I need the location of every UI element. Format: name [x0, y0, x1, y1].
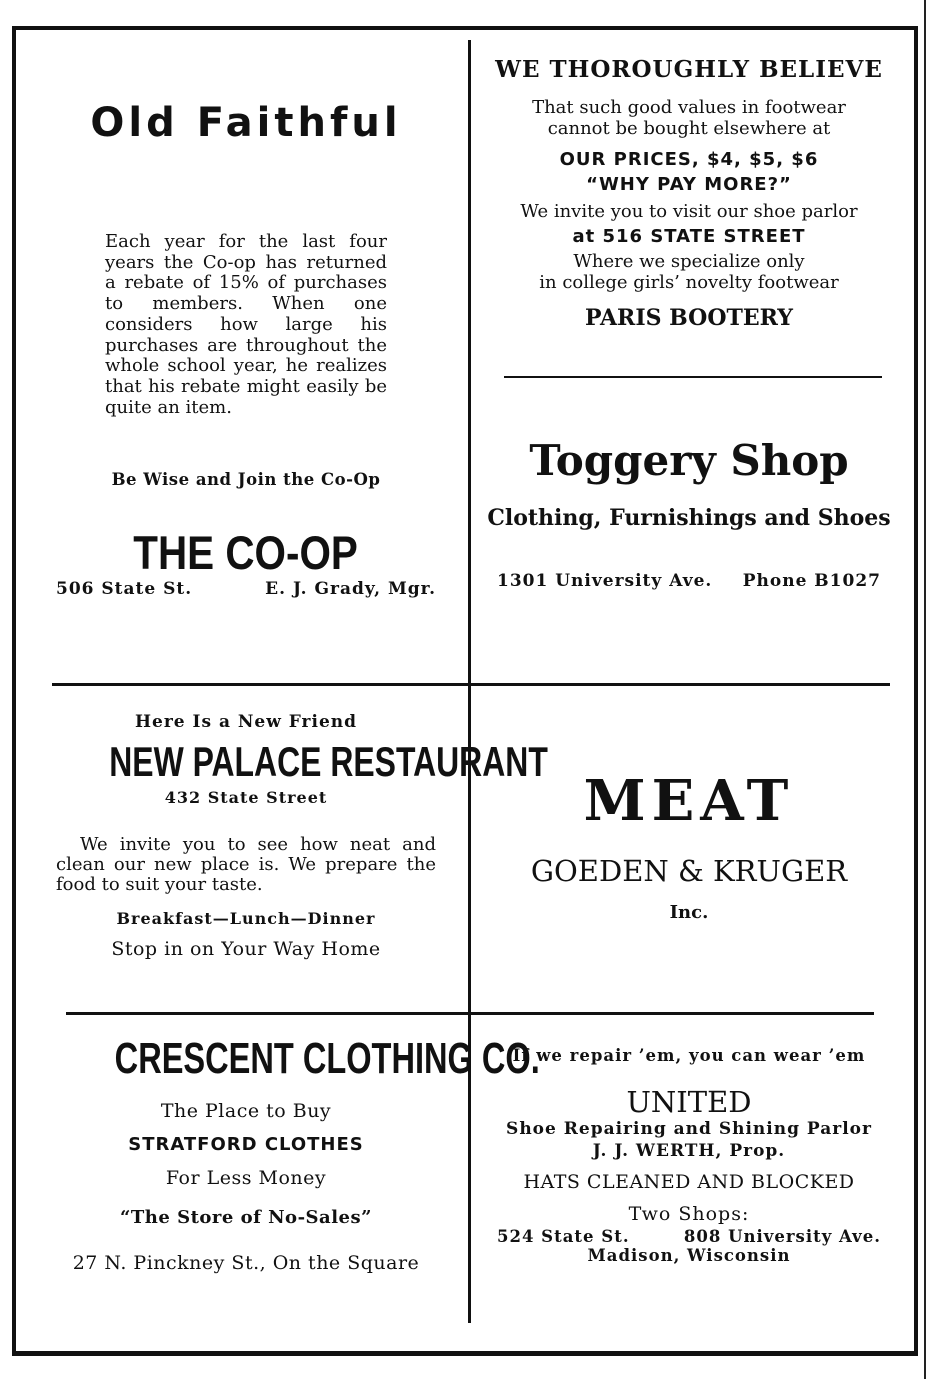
toggery-name: Toggery Shop — [529, 436, 849, 485]
united-shops: Two Shops: — [628, 1203, 750, 1225]
palace-body: We invite you to see how neat and clean our new place is. We prepare the food to suit your taste. — [56, 834, 436, 895]
coop-ad — [40, 100, 452, 599]
coop-address: 506 State St. — [56, 579, 193, 600]
palace-address: 432 State Street — [164, 788, 328, 807]
toggery-ad — [484, 436, 894, 591]
bootery-special2: in college girls’ novelty footwear — [539, 272, 839, 293]
divider-middle — [52, 683, 890, 686]
coop-body: Each year for the last four years the Co-op has returned a rebate of 15% of purchases to members. When one considers how large his purchases are throughout the whole school year, he realizes that his rebate might easily be quite an item. — [105, 231, 387, 418]
united-proprietor: J. J. WERTH, Prop. — [592, 1141, 786, 1161]
bootery-headline: WE THOROUGHLY BELIEVE — [495, 56, 883, 83]
meat-name: GOEDEN & KRUGER — [530, 854, 848, 888]
bootery-invite: We invite you to visit our shoe parlor — [520, 201, 858, 222]
coop-title: Old Faithful — [90, 100, 402, 146]
united-tagline: If we repair ’em, you can wear ’em — [512, 1046, 866, 1065]
meat-ad — [484, 768, 894, 923]
united-hats: HATS CLEANED AND BLOCKED — [523, 1171, 855, 1193]
page-edge-line — [924, 0, 926, 1379]
united-address1: 524 State St. — [497, 1227, 630, 1246]
bootery-ad — [484, 56, 894, 331]
column-divider — [468, 40, 471, 1323]
coop-manager: E. J. Grady, Mgr. — [265, 579, 436, 600]
coop-name: THE CO-OP — [133, 526, 359, 580]
palace-meals: Breakfast—Lunch—Dinner — [116, 909, 376, 928]
toggery-footer — [497, 571, 881, 591]
crescent-name: CRESCENT CLOTHING CO. — [114, 1034, 540, 1083]
toggery-address: 1301 University Ave. — [497, 571, 713, 591]
bootery-question: “WHY PAY MORE?” — [586, 174, 792, 195]
palace-closing: Stop in on Your Way Home — [111, 938, 381, 960]
bootery-special1: Where we specialize only — [573, 251, 805, 272]
united-city: Madison, Wisconsin — [587, 1246, 791, 1265]
crescent-line1: The Place to Buy — [160, 1100, 332, 1122]
united-name: UNITED — [626, 1085, 752, 1119]
crescent-brand: STRATFORD CLOTHES — [128, 1134, 364, 1155]
coop-slogan: Be Wise and Join the Co-Op — [111, 470, 381, 490]
meat-suffix: Inc. — [669, 902, 709, 923]
meat-title: MEAT — [583, 768, 795, 834]
united-ad — [484, 1046, 894, 1265]
palace-ad — [40, 712, 548, 960]
bootery-address: at 516 STATE STREET — [572, 226, 806, 247]
bootery-prices: OUR PRICES, $4, $5, $6 — [559, 149, 819, 170]
palace-name: NEW PALACE RESTAURANT — [109, 738, 548, 785]
toggery-phone: Phone B1027 — [742, 571, 881, 591]
coop-footer — [56, 579, 436, 599]
bootery-line2: cannot be bought elsewhere at — [547, 118, 831, 139]
crescent-address: 27 N. Pinckney St., On the Square — [72, 1252, 420, 1274]
crescent-motto: “The Store of No-Sales” — [120, 1207, 372, 1228]
bootery-name: PARIS BOOTERY — [585, 305, 793, 331]
divider-bootery-toggery — [504, 376, 882, 378]
toggery-tagline: Clothing, Furnishings and Shoes — [487, 505, 891, 531]
palace-intro: Here Is a New Friend — [134, 712, 358, 732]
crescent-ad — [40, 1034, 540, 1274]
crescent-line2: For Less Money — [165, 1167, 327, 1189]
united-address2: 808 University Ave. — [683, 1227, 881, 1246]
bootery-line1: That such good values in footwear — [532, 97, 846, 118]
united-addresses — [497, 1227, 881, 1246]
divider-lower — [66, 1012, 874, 1015]
united-service: Shoe Repairing and Shining Parlor — [506, 1119, 872, 1139]
